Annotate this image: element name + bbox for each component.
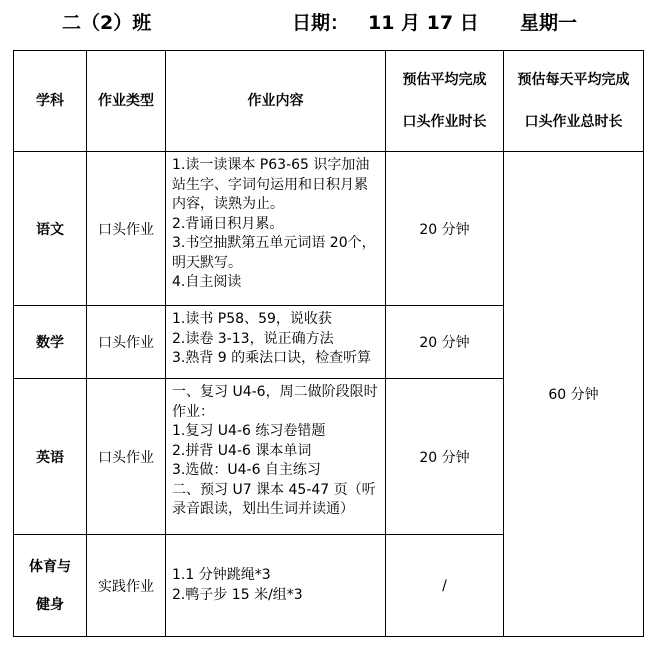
subject-cell (14, 535, 87, 637)
duration-cell: 20 分钟 (386, 379, 504, 535)
duration-cell: 20 分钟 (386, 306, 504, 379)
content-item: 一、复习 U4-6，周二做阶段限时作业： (172, 384, 378, 420)
header-row (14, 51, 644, 152)
content-item: 4.自主阅读 (172, 274, 242, 290)
content-cell (166, 379, 386, 535)
content-cell (166, 306, 386, 379)
content-cell (166, 535, 386, 637)
content-item: 二、预习 U7 课本 45-47 页（听录音跟读，划出生词并读通） (172, 481, 376, 517)
weekday: 星期一 (520, 12, 578, 34)
total-duration-cell: 60 分钟 (504, 152, 644, 637)
duration-cell: / (386, 535, 504, 637)
content-item: 2.鸭子步 15 米/组*3 (172, 586, 303, 603)
date-value: 11 月 17 日 (368, 12, 479, 34)
col-header-subject: 学科 (14, 51, 87, 152)
col-header-avg-line2: 口头作业时长 (402, 114, 487, 130)
date-label: 日期： (292, 12, 350, 34)
content-cell (166, 152, 386, 306)
subject-line: 体育与 (29, 558, 71, 575)
type-cell: 口头作业 (87, 379, 166, 535)
content-item: 3.选做：U4-6 自主练习 (172, 462, 321, 478)
type-cell: 口头作业 (87, 152, 166, 306)
type-cell: 实践作业 (87, 535, 166, 637)
col-header-total-line2: 口头作业总时长 (524, 114, 623, 130)
col-header-avg-duration (386, 51, 504, 152)
table-row (14, 152, 644, 306)
content-item: 2.读卷 3-13，说正确方法 (172, 330, 334, 347)
col-header-content: 作业内容 (166, 51, 386, 152)
homework-table (13, 50, 644, 637)
col-header-type: 作业类型 (87, 51, 166, 152)
type-cell: 口头作业 (87, 306, 166, 379)
content-item: 1.读一读课本 P63-65 识字加油站生字、字词句运用和日积月累内容，读熟为止。 (172, 157, 370, 212)
duration-cell: 20 分钟 (386, 152, 504, 306)
content-item: 3.书空抽默第五单元词语 20个，明天默写。 (172, 235, 376, 271)
page-header (0, 0, 657, 44)
content-item: 3.熟背 9 的乘法口诀，检查听算 (172, 350, 372, 366)
col-header-total-line1: 预估每天平均完成 (517, 72, 630, 88)
content-item: 1.复习 U4-6 练习卷错题 (172, 423, 326, 439)
content-item: 2.背诵日积月累。 (172, 215, 284, 232)
col-header-total-duration (504, 51, 644, 152)
subject-cell: 语文 (14, 152, 87, 306)
content-item: 2.拼背 U4-6 课本单词 (172, 442, 312, 459)
subject-line: 健身 (36, 596, 64, 613)
subject-cell: 数学 (14, 306, 87, 379)
subject-cell: 英语 (14, 379, 87, 535)
col-header-avg-line1: 预估平均完成 (402, 72, 487, 88)
content-item: 1.1 分钟跳绳*3 (172, 567, 271, 583)
content-item: 1.读书 P58、59，说收获 (172, 311, 332, 327)
class-name: 二（2）班 (62, 12, 152, 34)
